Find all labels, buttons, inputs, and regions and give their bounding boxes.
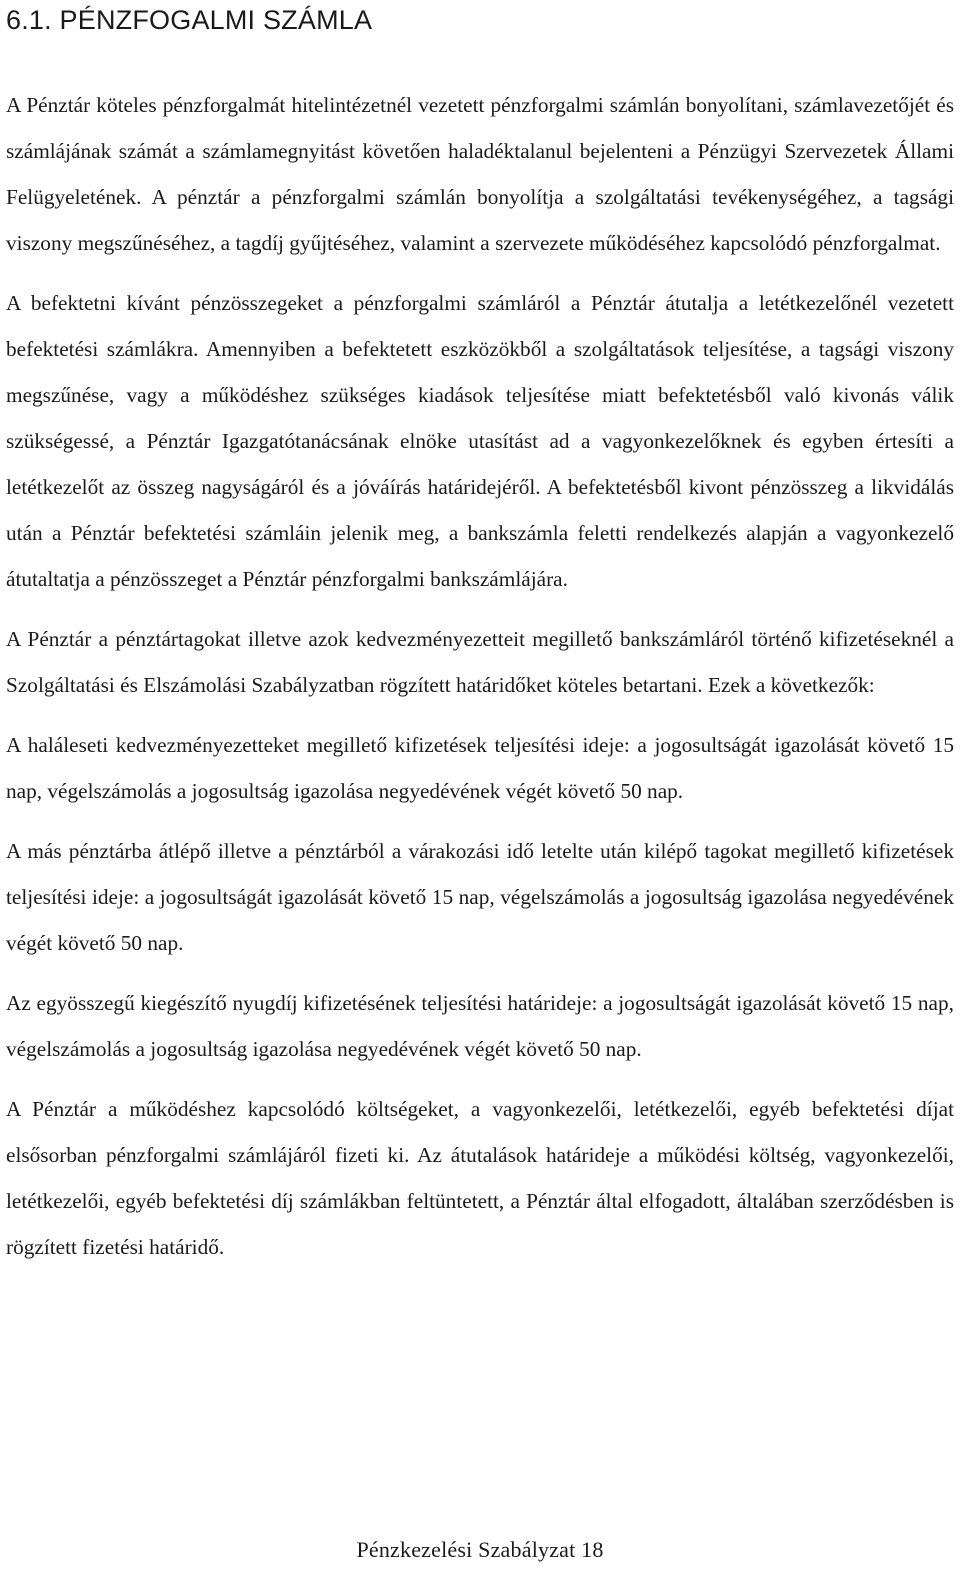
paragraph-1: A Pénztár köteles pénzforgalmát hitelintézetnél vezetett pénzforgalmi számlán bonyolítani, számlavezetőjét és számlájának számát a számlamegnyitást követően haladéktalanul bejelenteni a Pénzügyi Szervezetek Állami Felügyeletének. A pénztár a pénzforgalmi számlán bonyolítja a szolgáltatási tevékenységéhez, a tagsági viszony megszűnéséhez, a tagdíj gyűjtéséhez, valamint a szervezete működéséhez kapcsolódó pénzforgalmat. [6, 93, 954, 255]
section-heading: 6.1. PÉNZFOGALMI SZÁMLA [6, 5, 373, 35]
paragraph-3: A Pénztár a pénztártagokat illetve azok kedvezményezetteit megillető bankszámláról történő kifizetéseknél a Szolgáltatási és Elszámolási Szabályzatban rögzített határidőket köteles betartani. Ezek a következők: [6, 627, 954, 697]
paragraph-6: Az egyösszegű kiegészítő nyugdíj kifizetésének teljesítési határideje: a jogosultságát igazolását követő 15 nap, végelszámolás a jogosultság igazolása negyedévének végét követő 50 nap. [6, 991, 954, 1061]
paragraph-4: A haláleseti kedvezményezetteket megillető kifizetések teljesítési ideje: a jogosultságát igazolását követő 15 nap, végelszámolás a jogosultság igazolása negyedévének végét követő 50 nap. [6, 733, 954, 803]
document-body [6, 82, 954, 1284]
paragraph-5: A más pénztárba átlépő illetve a pénztárból a várakozási idő letelte után kilépő tagokat megillető kifizetések teljesítési ideje: a jogosultságát igazolását követő 15 nap, végelszámolás a jogosultság igazolása negyedévének végét követő 50 nap. [6, 839, 954, 955]
paragraph-2: A befektetni kívánt pénzösszegeket a pénzforgalmi számláról a Pénztár átutalja a letétkezelőnél vezetett befektetési számlákra. Amennyiben a befektetett eszközökből a szolgáltatások teljesítése, a tagsági viszony megszűnése, vagy a működéshez szükséges kiadások teljesítése miatt befektetésből való kivonás válik szükségessé, a Pénztár Igazgatótanácsának elnöke utasítást ad a vagyonkezelőknek és egyben értesíti a letétkezelőt az összeg nagyságáról és a jóváírás határidejéről. A befektetésből kivont pénzösszeg a likvidálás után a Pénztár befektetési számláin jelenik meg, a bankszámla feletti rendelkezés alapján a vagyonkezelő átutaltatja a pénzösszeget a Pénztár pénzforgalmi bankszámlájára. [6, 291, 954, 591]
paragraph-7: A Pénztár a működéshez kapcsolódó költségeket, a vagyonkezelői, letétkezelői, egyéb befektetési díjat elsősorban pénzforgalmi számlájáról fizeti ki. Az átutalások határideje a működési költség, vagyonkezelői, letétkezelői, egyéb befektetési díj számlákban feltüntetett, a Pénztár által elfogadott, általában szerződésben is rögzített fizetési határidő. [6, 1097, 954, 1259]
page-footer: Pénzkezelési Szabályzat 18 [356, 1537, 604, 1562]
